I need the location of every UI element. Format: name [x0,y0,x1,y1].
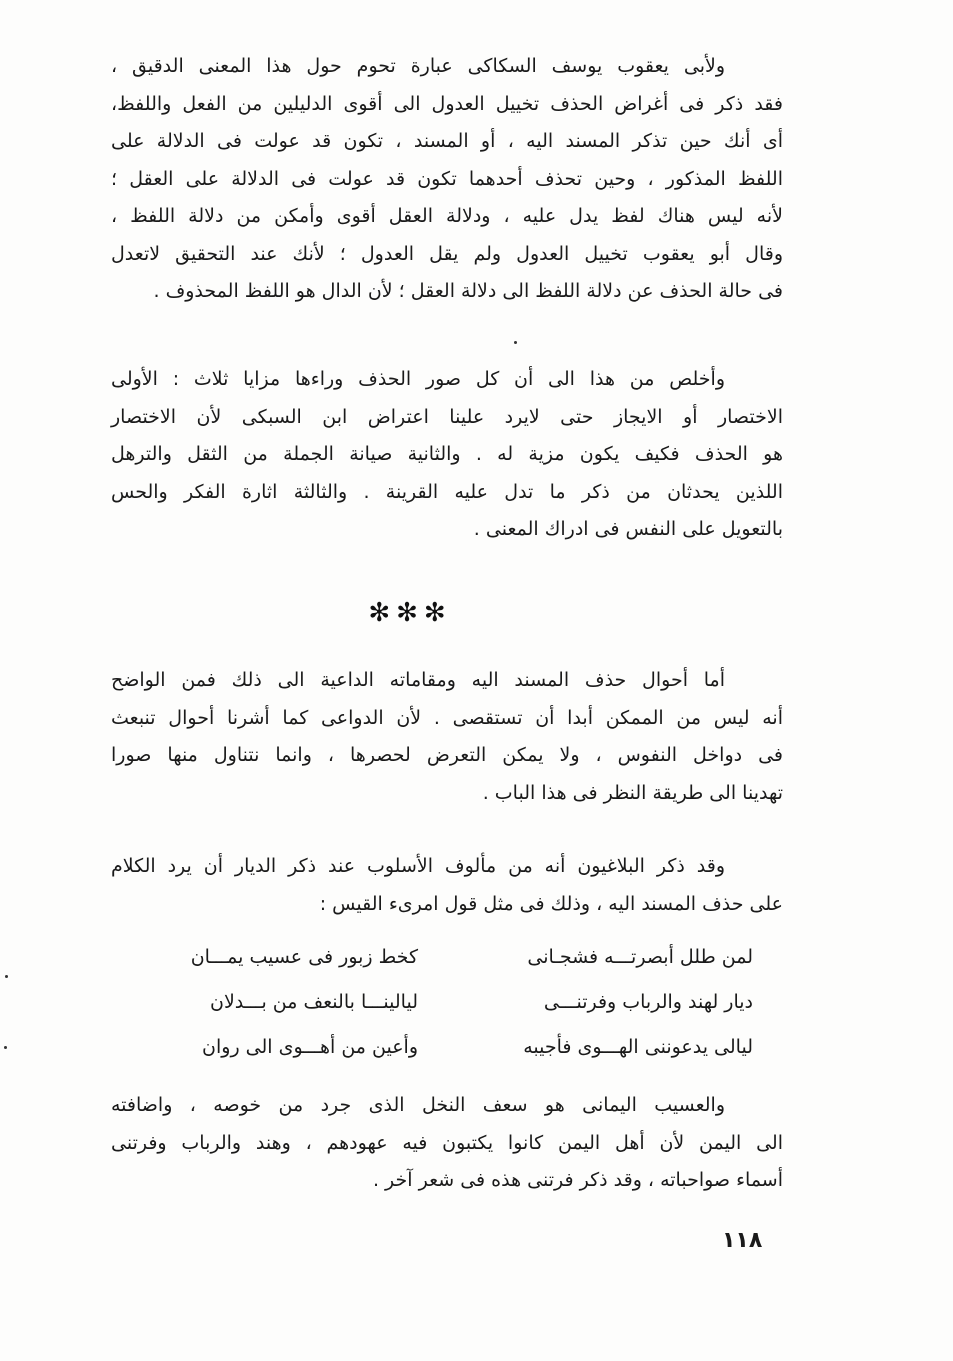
text-line: الاختصار أو الايجاز حتى لايرد علينا اعتراض ابن السبكى لأن الاختصار [111,405,783,428]
poem-verse [143,935,753,980]
second-hemistich: وأعين من أهـــوى الى روان [202,1036,418,1058]
second-hemistich: كخط زبور فى عسيب يمـــان [190,946,418,968]
text-line: ولأبى يعقوب يوسف السكاكى عبارة تحوم حول هذا المعنى الدقيق ، [111,55,725,77]
page-number: ١١٨ [722,1228,763,1253]
first-hemistich: ليالى يدعوننى الهـــوى فأجيبه [523,1036,753,1058]
paragraph-omission-states [111,662,783,812]
text-line: أنه ليس من الممكن أبدا أن تستقصى . لأن الدواعى كما أشرنا أحوال تنبعث [111,706,783,729]
poem-imru-al-qays [143,935,753,1070]
poem-verse [143,1025,753,1070]
paragraph-rhetoricians [111,848,783,923]
text-line: فقد ذكر فى أغراض الحذف تخييل العدول الى أقوى الدليلين من الفعل واللفظ، [111,92,783,115]
text-line: على حذف المسند اليه ، وذلك فى مثل قول امرىء القيس : [319,892,783,915]
paragraph-sakkaki [111,48,783,311]
text-line: اللفظ المذكور ، وحين تحذف أحدهما تكون قد عولت فى الدلالة على العقل ؛ [111,167,783,190]
scan-speck [4,1046,7,1049]
text-line: وقد ذكر البلاغيون أنه من مألوف الأسلوب عند ذكر الديار أن يرد الكلام [111,855,725,877]
text-line: الى اليمن لأن أهل اليمن كانوا يكتبون فيه عهودهم ، وهند والرباب وفرتنى [111,1131,783,1154]
first-hemistich: لمن طلل أبصرتـــه فشجـانى [527,946,753,968]
section-separator: ✻✻✻ [368,598,452,628]
text-line: اللذين يحدثان من ذكر ما تدل عليه القرينة . والثالثة اثارة الفكر والحس [111,480,783,503]
text-line: والعسيب اليمانى هو سعف النخل الذى جرد من خوصه ، واضافته [111,1094,725,1116]
paragraph-asib-explanation [111,1087,783,1200]
text-line: أما أحوال حذف المسند اليه ومقاماته الداعية الى ذلك فمن الواضح [111,669,725,691]
text-line: فى دواخل النفوس ، ولا يمكن التعرض لحصرها ، وانما نتناول منها صورا [111,744,783,766]
scan-speck [514,341,517,344]
text-line: فى حالة الحذف عن دلالة اللفظ الى دلالة العقل ؛ لأن الدال هو اللفظ المحذوف . [153,280,783,302]
text-line: تهدينا الى طريقة النظر فى هذا الباب . [482,781,783,804]
scan-speck [5,975,8,978]
text-line: بالتعويل على النفس فى ادراك المعنى . [473,518,783,540]
text-line: أسماء صواحباته ، وقد ذكر فرتنى هذه فى شعر آخر . [372,1169,783,1191]
paragraph-three-merits [111,361,783,549]
text-line: وأخلص من هذا الى أن كل صور الحذف وراءها مزايا ثلاث : الأولى [111,368,725,390]
text-line: هو الحذف فكيف يكون مزية له . والثانية صيانة الجملة من الثقل والترهل [111,443,783,465]
first-hemistich: ديار لهند والرباب وفرتنـــى [543,991,753,1013]
poem-verse [143,980,753,1025]
second-hemistich: ليالينـــا بالنعف من بـــدلان [210,991,418,1013]
text-line: وقال أبو يعقوب تخييل العدول ولم يقل العدول ؛ لأنك عند التحقيق لاتعدل [111,242,783,265]
text-line: لأنه ليس هناك لفظ يدل عليه ، ودلالة العقل أقوى وأمكن من دلالة اللفظ ، [111,205,783,227]
text-line: أى أنك حين تذكر المسند اليه ، أو المسند ، تكون قد عولت فى الدلالة على [111,130,783,152]
